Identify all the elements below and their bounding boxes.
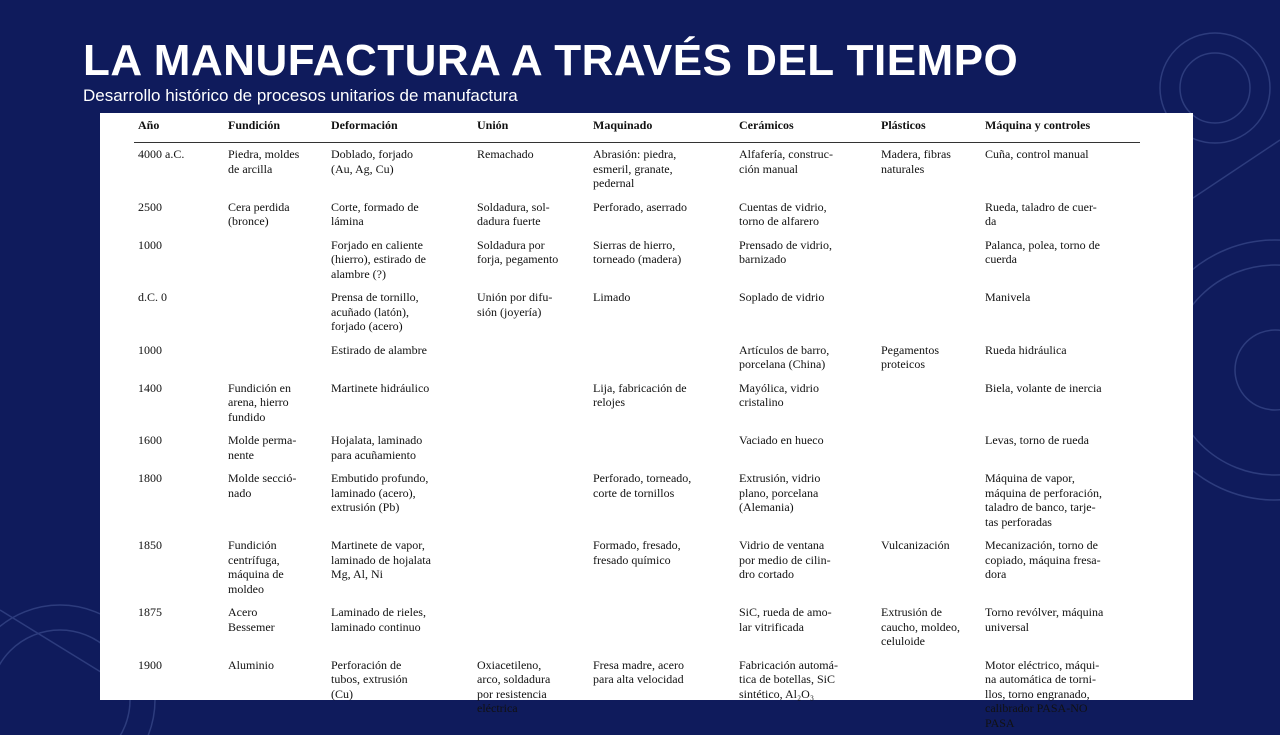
cell-ceramicos: Mayólica, vidrio cristalino — [735, 377, 877, 430]
cell-union — [473, 534, 589, 601]
cell-ceramicos: Prensado de vidrio, barnizado — [735, 234, 877, 287]
cell-deformacion: Martinete de vapor, laminado de hojalata Mg, Al, Ni — [327, 534, 473, 601]
cell-maquinado: Abrasión: piedra, esmeril, granate, pedernal — [589, 143, 735, 196]
cell-fundicion — [224, 339, 327, 377]
header-plasticos: Plásticos — [877, 115, 981, 143]
cell-maquinado — [589, 429, 735, 467]
cell-plasticos: Pegamentos proteicos — [877, 339, 981, 377]
cell-maquina-controles: Rueda hidráulica — [981, 339, 1140, 377]
cell-ceramicos: Artículos de barro, porcelana (China) — [735, 339, 877, 377]
cell-union: Oxiacetileno, arco, soldadura por resistencia eléctrica — [473, 654, 589, 735]
cell-deformacion: Prensa de tornillo, acuñado (latón), forjado (acero) — [327, 286, 473, 339]
cell-fundicion: Fundición en arena, hierro fundido — [224, 377, 327, 430]
cell-ceramicos: Vaciado en hueco — [735, 429, 877, 467]
cell-maquinado: Limado — [589, 286, 735, 339]
cell-maquinado — [589, 601, 735, 654]
cell-maquinado: Perforado, aserrado — [589, 196, 735, 234]
header-maquinado: Maquinado — [589, 115, 735, 143]
cell-maquina-controles: Biela, volante de inercia — [981, 377, 1140, 430]
cell-maquina-controles: Levas, torno de rueda — [981, 429, 1140, 467]
cell-deformacion: Laminado de rieles, laminado continuo — [327, 601, 473, 654]
page-subtitle: Desarrollo histórico de procesos unitarios de manufactura — [83, 86, 518, 106]
cell-ceramicos: Alfafería, construc- ción manual — [735, 143, 877, 196]
cell-union: Remachado — [473, 143, 589, 196]
cell-deformacion: Doblado, forjado (Au, Ag, Cu) — [327, 143, 473, 196]
cell-year: 1800 — [134, 467, 224, 534]
table-row — [134, 339, 1140, 377]
cell-union — [473, 429, 589, 467]
table-row — [134, 196, 1140, 234]
cell-year: 2500 — [134, 196, 224, 234]
cell-fundicion: Fundición centrífuga, máquina de moldeo — [224, 534, 327, 601]
cell-plasticos: Extrusión de caucho, moldeo, celuloide — [877, 601, 981, 654]
cell-plasticos: Vulcanización — [877, 534, 981, 601]
cell-ceramicos: Fabricación automá- tica de botellas, SiC sintético, Al₂O₃ — [735, 654, 877, 735]
cell-fundicion: Aluminio — [224, 654, 327, 735]
cell-year: d.C. 0 — [134, 286, 224, 339]
cell-maquina-controles: Palanca, polea, torno de cuerda — [981, 234, 1140, 287]
table-row — [134, 377, 1140, 430]
cell-deformacion: Forjado en caliente (hierro), estirado de alambre (?) — [327, 234, 473, 287]
cell-plasticos — [877, 196, 981, 234]
table-row — [134, 654, 1140, 735]
cell-plasticos — [877, 654, 981, 735]
cell-fundicion: Cera perdida (bronce) — [224, 196, 327, 234]
cell-year: 1850 — [134, 534, 224, 601]
page-title: LA MANUFACTURA A TRAVÉS DEL TIEMPO — [83, 36, 1018, 86]
cell-maquina-controles: Máquina de vapor, máquina de perforación, taladro de banco, tarje- tas perforadas — [981, 467, 1140, 534]
cell-fundicion: Molde secció- nado — [224, 467, 327, 534]
cell-year: 1000 — [134, 234, 224, 287]
cell-plasticos: Madera, fibras naturales — [877, 143, 981, 196]
cell-maquinado: Perforado, torneado, corte de tornillos — [589, 467, 735, 534]
cell-maquina-controles: Torno revólver, máquina universal — [981, 601, 1140, 654]
cell-maquinado: Sierras de hierro, torneado (madera) — [589, 234, 735, 287]
cell-maquinado: Lija, fabricación de relojes — [589, 377, 735, 430]
cell-deformacion: Estirado de alambre — [327, 339, 473, 377]
table-row — [134, 467, 1140, 534]
header-ceramicos: Cerámicos — [735, 115, 877, 143]
cell-year: 4000 a.C. — [134, 143, 224, 196]
history-table-sheet — [100, 113, 1193, 700]
cell-ceramicos: Extrusión, vidrio plano, porcelana (Alemania) — [735, 467, 877, 534]
cell-union — [473, 377, 589, 430]
table-row — [134, 429, 1140, 467]
cell-year: 1875 — [134, 601, 224, 654]
manufacturing-history-table — [134, 115, 1140, 735]
table-header-row — [134, 115, 1140, 143]
header-fundicion: Fundición — [224, 115, 327, 143]
cell-plasticos — [877, 234, 981, 287]
cell-fundicion: Piedra, moldes de arcilla — [224, 143, 327, 196]
table-row — [134, 234, 1140, 287]
cell-maquinado: Formado, fresado, fresado químico — [589, 534, 735, 601]
cell-union — [473, 339, 589, 377]
cell-maquinado: Fresa madre, acero para alta velocidad — [589, 654, 735, 735]
cell-union: Soldadura por forja, pegamento — [473, 234, 589, 287]
cell-fundicion — [224, 234, 327, 287]
cell-maquina-controles: Mecanización, torno de copiado, máquina fresa- dora — [981, 534, 1140, 601]
cell-deformacion: Martinete hidráulico — [327, 377, 473, 430]
cell-plasticos — [877, 377, 981, 430]
table-row — [134, 601, 1140, 654]
table-row — [134, 286, 1140, 339]
cell-plasticos — [877, 429, 981, 467]
cell-ceramicos: SiC, rueda de amo- lar vitrificada — [735, 601, 877, 654]
cell-plasticos — [877, 467, 981, 534]
table-row — [134, 143, 1140, 196]
cell-union — [473, 467, 589, 534]
cell-fundicion: Molde perma- nente — [224, 429, 327, 467]
cell-deformacion: Hojalata, laminado para acuñamiento — [327, 429, 473, 467]
cell-maquina-controles: Rueda, taladro de cuer- da — [981, 196, 1140, 234]
cell-ceramicos: Vidrio de ventana por medio de cilin- dro cortado — [735, 534, 877, 601]
cell-year: 1400 — [134, 377, 224, 430]
cell-maquina-controles: Motor eléctrico, máqui- na automática de torni- llos, torno engranado, calibrador PASA-NO PASA — [981, 654, 1140, 735]
cell-maquina-controles: Cuña, control manual — [981, 143, 1140, 196]
cell-ceramicos: Cuentas de vidrio, torno de alfarero — [735, 196, 877, 234]
cell-deformacion: Corte, formado de lámina — [327, 196, 473, 234]
cell-maquina-controles: Manivela — [981, 286, 1140, 339]
cell-union: Soldadura, sol- dadura fuerte — [473, 196, 589, 234]
cell-deformacion: Perforación de tubos, extrusión (Cu) — [327, 654, 473, 735]
cell-fundicion — [224, 286, 327, 339]
table-row — [134, 534, 1140, 601]
cell-ceramicos: Soplado de vidrio — [735, 286, 877, 339]
cell-year: 1000 — [134, 339, 224, 377]
header-union: Unión — [473, 115, 589, 143]
header-ano: Año — [134, 115, 224, 143]
cell-plasticos — [877, 286, 981, 339]
cell-deformacion: Embutido profundo, laminado (acero), extrusión (Pb) — [327, 467, 473, 534]
header-deformacion: Deformación — [327, 115, 473, 143]
cell-maquinado — [589, 339, 735, 377]
cell-union: Unión por difu- sión (joyería) — [473, 286, 589, 339]
cell-year: 1600 — [134, 429, 224, 467]
cell-union — [473, 601, 589, 654]
header-maquina-controles: Máquina y controles — [981, 115, 1140, 143]
cell-year: 1900 — [134, 654, 224, 735]
cell-fundicion: Acero Bessemer — [224, 601, 327, 654]
